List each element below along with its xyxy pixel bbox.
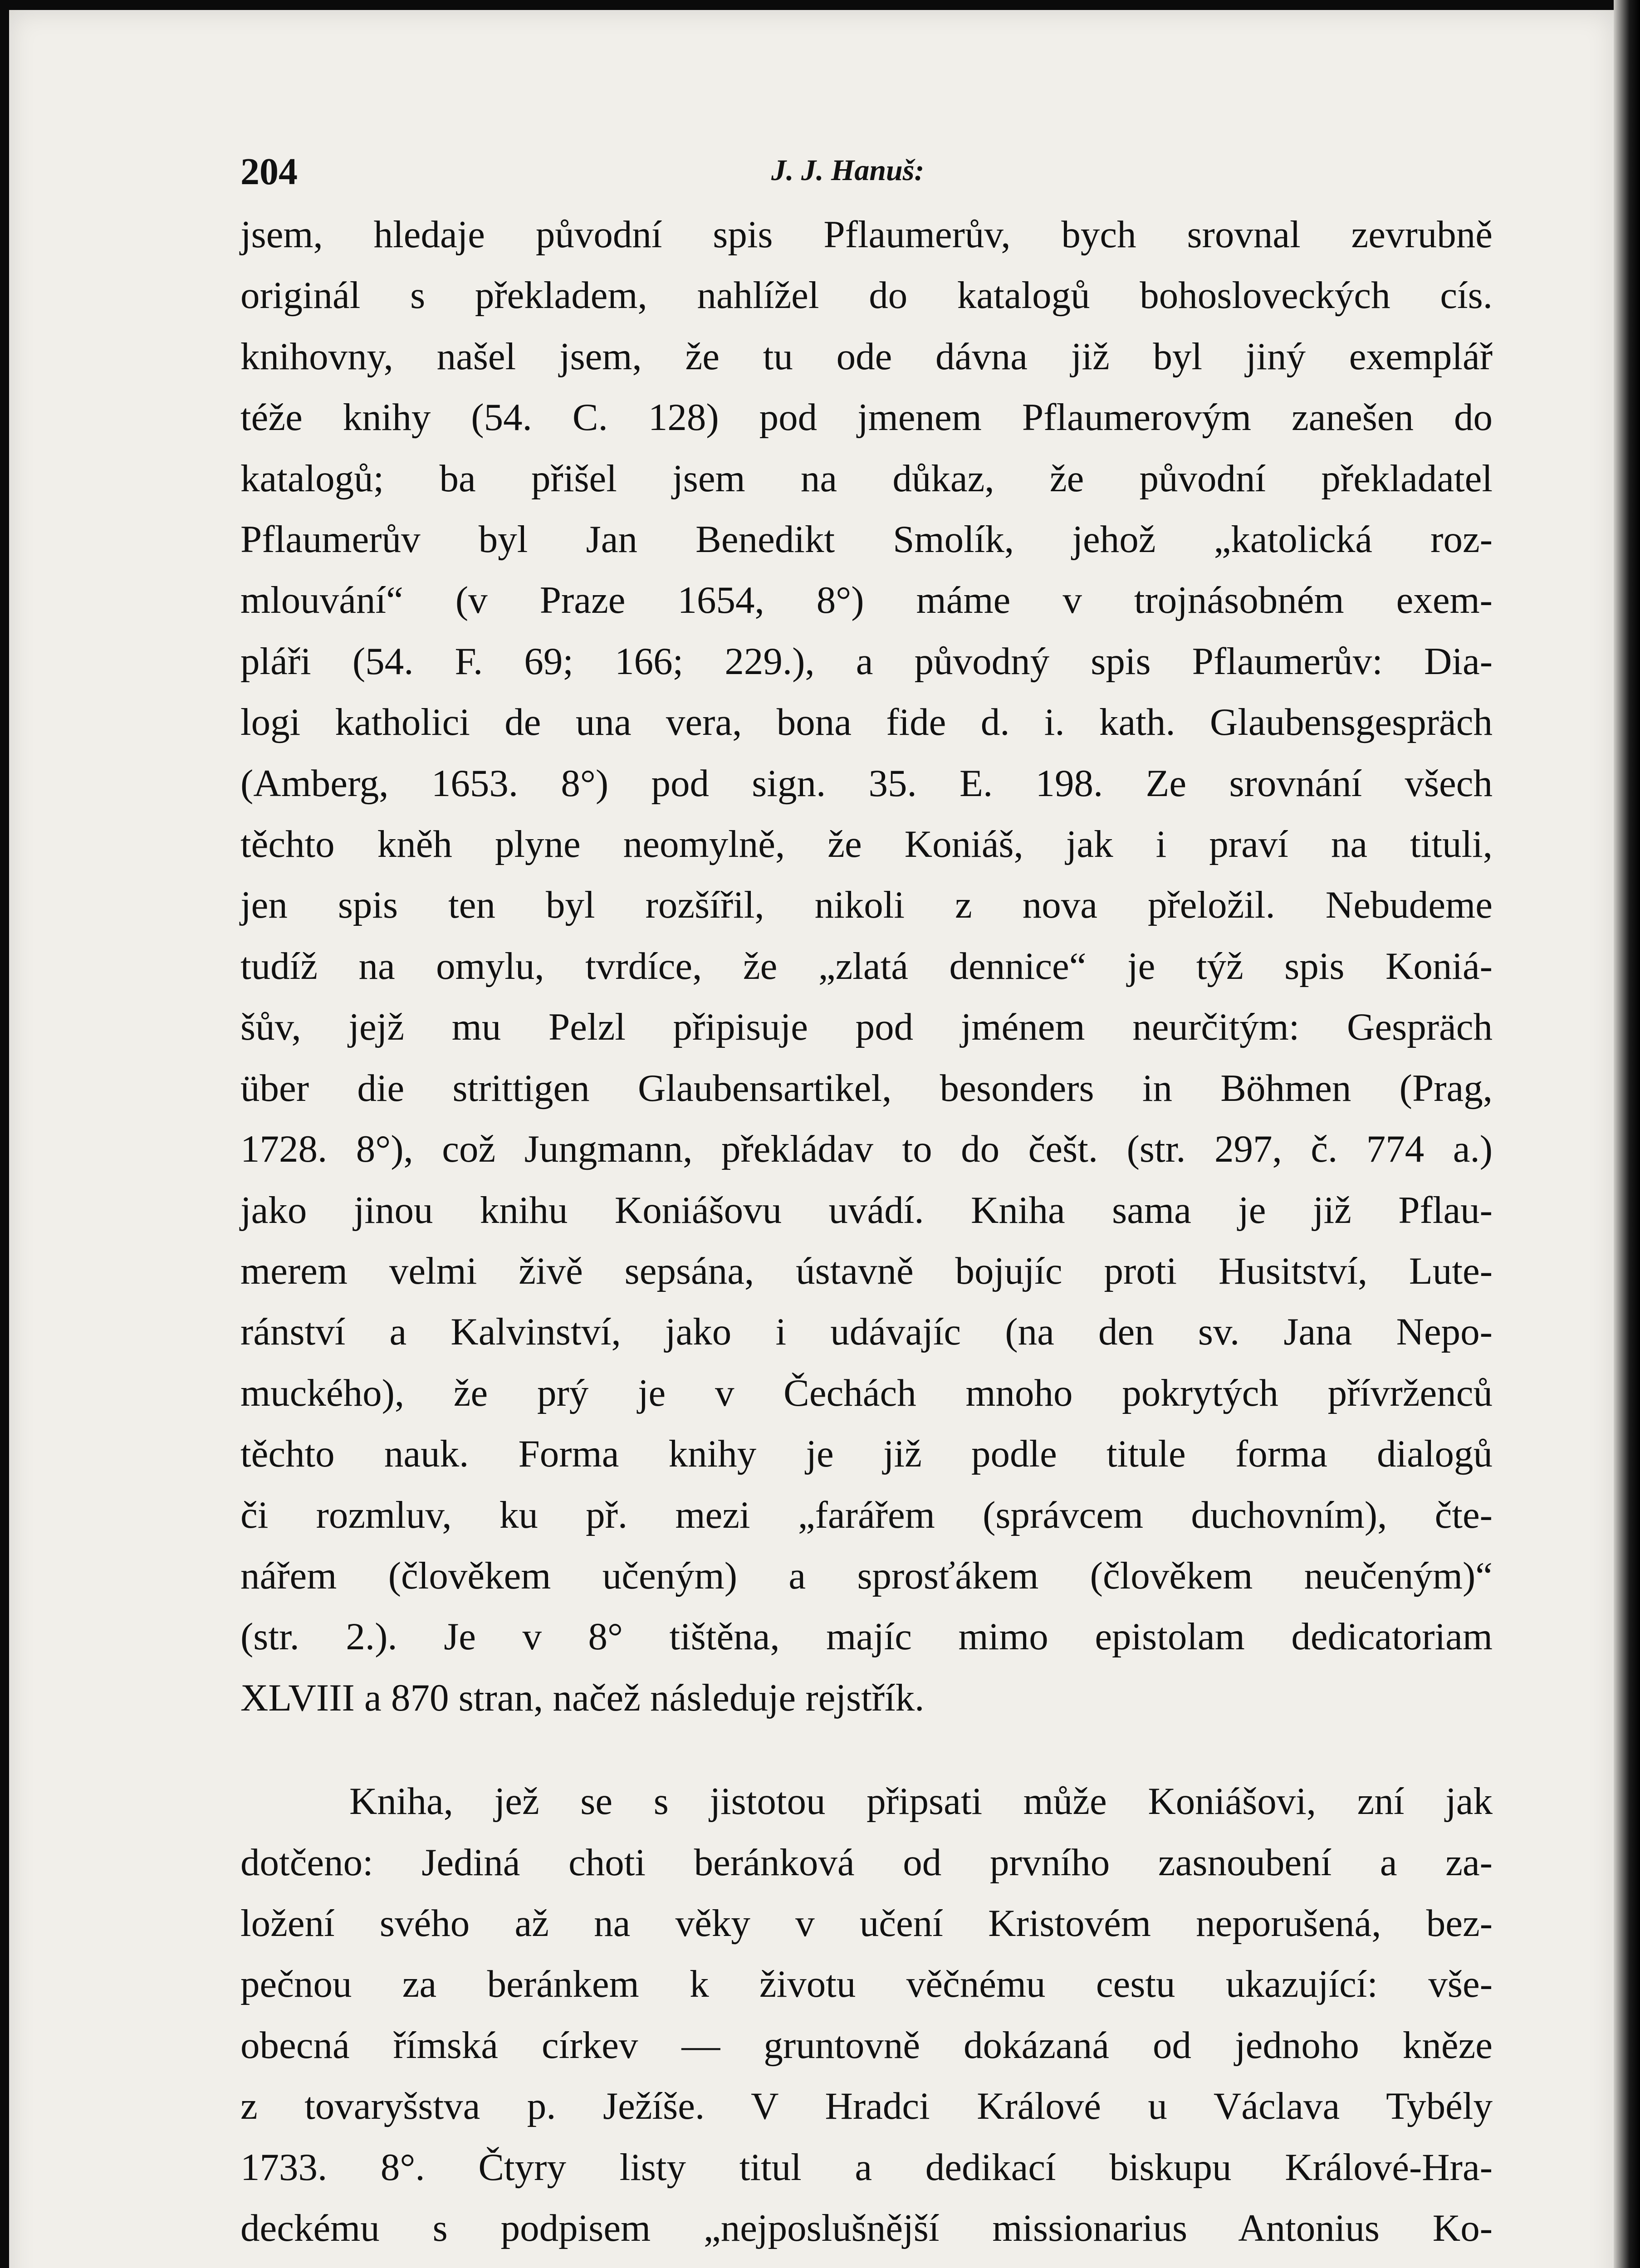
text-line: (str. 2.). Je v 8° tištěna, majíc mimo epistolam dedicatoriam — [240, 1615, 1493, 1658]
text-line: logi katholici de una vera, bona fide d. i. kath. Glaubensgespräch — [240, 701, 1493, 744]
page-edge-shadow — [1614, 0, 1640, 2268]
running-head — [240, 150, 1493, 204]
text-line: téže knihy (54. C. 128) pod jmenem Pflaumerovým zanešen do — [240, 396, 1493, 439]
text-line: XLVIII a 870 stran, načež následuje rejstřík. — [240, 1676, 925, 1719]
text-line — [240, 2258, 1493, 2268]
text-line: dotčeno: Jediná choti beránková od prvního zasnoubení a za- — [240, 1841, 1493, 1884]
text-line: ránství a Kalvinství, jako i udávajíc (na den sv. Jana Nepo- — [240, 1310, 1493, 1354]
text-line: 1728. 8°), což Jungmann, překládav to do češt. (str. 297, č. 774 a.) — [240, 1128, 1493, 1171]
text-line: jsem, hledaje původní spis Pflaumerův, bych srovnal zevrubně — [240, 213, 1493, 256]
page-text-block — [240, 150, 1493, 2268]
page-number: 204 — [240, 151, 298, 193]
text-line: Pflaumerův byl Jan Benedikt Smolík, jehož „katolická roz- — [240, 518, 1493, 561]
text-line: pláři (54. F. 69; 166; 229.), a původný spis Pflaumerův: Dia- — [240, 640, 1493, 683]
text-line: ložení svého až na věky v učení Kristovém neporušená, bez- — [240, 1901, 1493, 1945]
text-line: z tovaryšstva p. Ježíše. V Hradci Králové u Václava Tybély — [240, 2085, 1493, 2128]
text-line: šův, jejž mu Pelzl připisuje pod jménem neurčitým: Gespräch — [240, 1006, 1493, 1049]
text-line: muckého), že prý je v Čechách mnoho pokrytých přívrženců — [240, 1371, 1493, 1414]
text-line: jen spis ten byl rozšířil, nikoli z nova přeložil. Nebudeme — [240, 884, 1493, 927]
text-line: merem velmi živě sepsána, ústavně bojujíc proti Husitství, Lute- — [240, 1249, 1493, 1292]
running-title: J. J. Hanuš: — [771, 154, 925, 187]
text-line: Kniha, jež se s jistotou připsati může Koniášovi, zní jak — [349, 1780, 1493, 1823]
text-line: pečnou za beránkem k životu věčnému cestu ukazující: vše- — [240, 1963, 1493, 2006]
text-line: originál s překladem, nahlížel do katalogů bohosloveckých cís. — [240, 274, 1493, 317]
text-line: nářem (člověkem učeným) a sprosťákem (člověkem neučeným)“ — [240, 1554, 1493, 1597]
text-line: über die strittigen Glaubensartikel, besonders in Böhmen (Prag, — [240, 1066, 1493, 1110]
text-line: (Amberg, 1653. 8°) pod sign. 35. E. 198. Ze srovnání všech — [240, 762, 1493, 805]
text-line: těchto nauk. Forma knihy je již podle titule forma dialogů — [240, 1432, 1493, 1476]
text-line: 1733. 8°. Čtyry listy titul a dedikací biskupu Králové-Hra- — [240, 2146, 1493, 2189]
text-line: mlouvání“ (v Praze 1654, 8°) máme v trojnásobném exem- — [240, 579, 1493, 622]
paragraph-1 — [240, 204, 1493, 1728]
paragraph-2 — [240, 1771, 1493, 2268]
text-line: knihovny, našel jsem, že tu ode dávna již byl jiný exemplář — [240, 335, 1493, 378]
text-line: tudíž na omylu, tvrdíce, že „zlatá dennice“ je týž spis Koniá- — [240, 944, 1493, 987]
text-line: deckému s podpisem „nejposlušnější missionarius Antonius Ko- — [240, 2207, 1493, 2249]
text-line: či rozmluv, ku př. mezi „farářem (správcem duchovním), čte- — [240, 1493, 1493, 1536]
text-line: obecná římská církev — gruntovně dokázaná od jednoho kněze — [240, 2024, 1493, 2067]
text-line: těchto kněh plyne neomylně, že Koniáš, jak i praví na tituli, — [240, 823, 1493, 866]
text-line: katalogů; ba přišel jsem na důkaz, že původní překladatel — [240, 457, 1493, 500]
text-line: jako jinou knihu Koniášovu uvádí. Kniha sama je již Pflau- — [240, 1188, 1493, 1232]
